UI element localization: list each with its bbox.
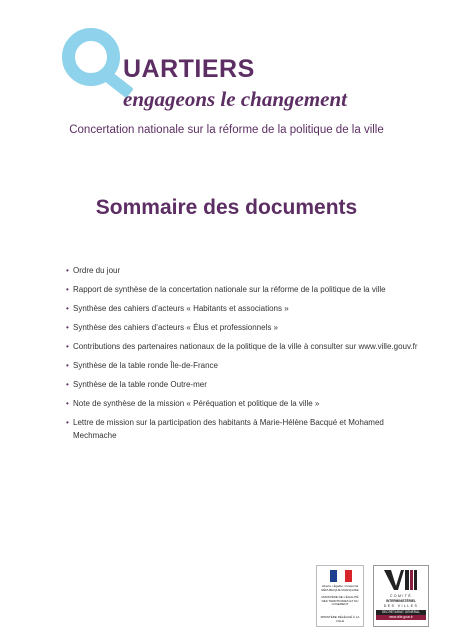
page-title: Sommaire des documents xyxy=(95,196,358,219)
list-item-label: Synthèse des cahiers d’acteurs « Habitants et associations » xyxy=(73,304,289,313)
list-item-label: Synthèse de la table ronde Île-de-France xyxy=(73,361,218,370)
list-item xyxy=(66,264,426,277)
subtitle: Concertation nationale sur la réforme de la politique de la ville xyxy=(69,124,384,136)
civ-line-2: INTERMINISTÉRIEL xyxy=(386,599,416,603)
list-item xyxy=(66,378,426,391)
list-item-label: Synthèse des cahiers d’acteurs « Élus et professionnels » xyxy=(73,323,279,332)
list-item-label: Note de synthèse de la mission « Péréquation et politique de la ville » xyxy=(73,399,320,408)
civ-logo-icon xyxy=(382,568,420,592)
list-item xyxy=(66,283,426,296)
republique-francaise-emblem xyxy=(316,565,364,627)
list-item-label: Ordre du jour xyxy=(73,266,121,275)
bullet-icon: • xyxy=(66,304,69,313)
emblem-motto: Liberté • Égalité • Fraternité xyxy=(321,584,359,588)
bullet-icon: • xyxy=(66,418,69,427)
list-item xyxy=(66,302,426,315)
civ-line-3: DES VILLES xyxy=(383,604,419,608)
list-item-label: Rapport de synthèse de la concertation nationale sur la réforme de la politique de la ville xyxy=(73,285,386,294)
document-list xyxy=(66,264,426,448)
emblem-ministry-2: MINISTÈRE DÉLÉGUÉ À LA VILLE xyxy=(320,615,360,623)
bullet-icon: • xyxy=(66,266,69,275)
logo-tagline: engageons le changement xyxy=(123,87,347,111)
bullet-icon: • xyxy=(66,323,69,332)
list-item xyxy=(66,397,426,410)
civ-band xyxy=(376,610,426,620)
civ-band-url: www.ville.gouv.fr xyxy=(376,615,426,620)
bullet-icon: • xyxy=(66,285,69,294)
civ-emblem xyxy=(373,565,429,627)
emblem-motto-and-name xyxy=(319,585,361,592)
list-item xyxy=(66,340,426,353)
civ-band-label: SECRÉTARIAT GÉNÉRAL xyxy=(382,610,420,614)
bullet-icon: • xyxy=(66,361,69,370)
list-item xyxy=(66,359,426,372)
french-flag-icon xyxy=(330,570,352,582)
list-item-label: Contributions des partenaires nationaux de la politique de la ville à consulter sur www.ville.gouv.fr xyxy=(73,342,418,351)
civ-line-1: COMITÉ xyxy=(389,594,413,598)
bullet-icon: • xyxy=(66,399,69,408)
list-item-label: Lettre de mission sur la participation des habitants à Marie-Hélène Bacqué et Mohamed Mechmache xyxy=(73,418,384,440)
emblem-ministry-1: MINISTÈRE DE L'ÉGALITÉ DES TERRITOIRES ET DU LOGEMENT xyxy=(321,595,359,607)
list-item xyxy=(66,321,426,334)
bullet-icon: • xyxy=(66,380,69,389)
emblem-name: RÉPUBLIQUE FRANÇAISE xyxy=(321,587,359,592)
logo-wordmark: UARTIERS xyxy=(123,55,255,83)
list-item xyxy=(66,416,426,442)
list-item-label: Synthèse de la table ronde Outre-mer xyxy=(73,380,207,389)
bullet-icon: • xyxy=(66,342,69,351)
